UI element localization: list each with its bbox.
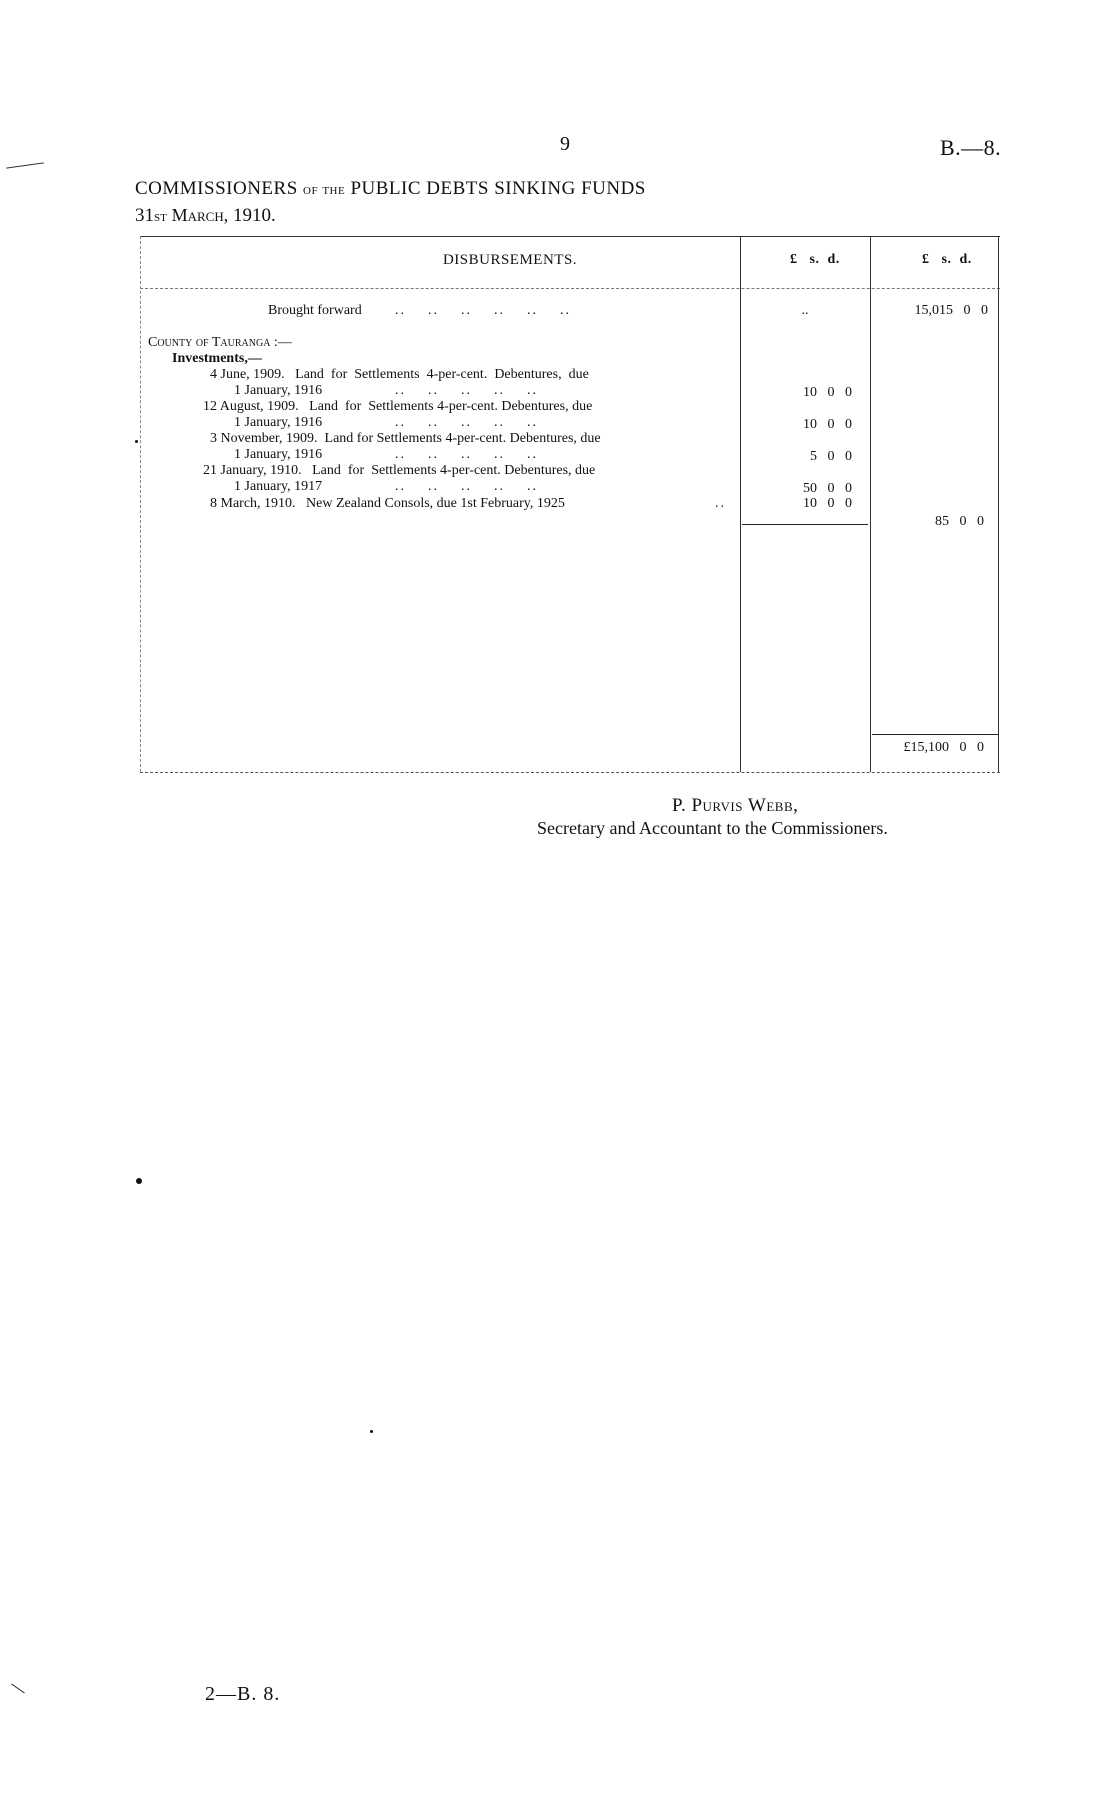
table-bottom-border bbox=[140, 772, 1000, 773]
entry-4-amount: 50 0 0 bbox=[803, 481, 852, 496]
title-part-commissioners: COMMISSIONERS bbox=[135, 178, 298, 199]
scan-artifact-dot-small bbox=[370, 1430, 373, 1433]
scan-artifact-mark bbox=[11, 1684, 25, 1694]
column-divider-2 bbox=[870, 236, 871, 772]
footer-code: 2—B. 8. bbox=[205, 1683, 281, 1705]
entry-4-leaders: .. .. .. .. .. bbox=[395, 479, 538, 494]
entry-3-line-1: 3 November, 1909. Land for Settlements 4-per-cent. Debentures, due bbox=[210, 431, 601, 446]
brought-forward-col1: .. bbox=[801, 303, 809, 318]
brought-forward-leaders: .. .. .. .. .. .. bbox=[395, 303, 571, 318]
title-part-funds: PUBLIC DEBTS SINKING FUNDS bbox=[350, 178, 646, 199]
entry-2-leaders: .. .. .. .. .. bbox=[395, 415, 538, 430]
entry-1-line-1: 4 June, 1909. Land for Settlements 4-per-cent. Debentures, due bbox=[210, 367, 589, 382]
grand-total-amount: £15,100 0 0 bbox=[903, 740, 984, 755]
date-year: 1910. bbox=[232, 205, 276, 226]
scan-artifact-mark bbox=[6, 162, 44, 168]
subtotal-amount: 85 0 0 bbox=[935, 514, 984, 529]
page-title bbox=[135, 178, 646, 200]
entry-3-amount: 5 0 0 bbox=[810, 449, 852, 464]
total-rule bbox=[872, 734, 998, 735]
table-top-border bbox=[140, 236, 1000, 237]
entry-3-leaders: .. .. .. .. .. bbox=[395, 447, 538, 462]
table-header-divider bbox=[140, 288, 1000, 289]
brought-forward-col2: 15,015 0 0 bbox=[914, 303, 988, 318]
scan-artifact-dot-small bbox=[135, 440, 138, 443]
date-ordinal: st bbox=[154, 209, 167, 225]
entry-5-amount: 10 0 0 bbox=[803, 496, 852, 511]
subtotal-rule bbox=[742, 524, 868, 525]
subsection-title: Investments,— bbox=[172, 351, 262, 366]
entry-4-line-1: 21 January, 1910. Land for Settlements 4-per-cent. Debentures, due bbox=[203, 463, 596, 478]
signatory-name: P. Purvis Webb, bbox=[672, 795, 799, 816]
entry-4-line-2: 1 January, 1917 bbox=[234, 479, 323, 494]
table-left-border bbox=[140, 236, 141, 772]
column-divider-1 bbox=[740, 236, 741, 772]
entry-2-line-2: 1 January, 1916 bbox=[234, 415, 323, 430]
date-day: 31 bbox=[135, 205, 154, 226]
date-month: March, bbox=[171, 205, 229, 225]
page-number: 9 bbox=[560, 133, 570, 155]
entry-3-line-2: 1 January, 1916 bbox=[234, 447, 323, 462]
entry-2-amount: 10 0 0 bbox=[803, 417, 852, 432]
disbursements-header: DISBURSEMENTS. bbox=[442, 252, 578, 268]
section-title: County of Tauranga :— bbox=[148, 335, 292, 350]
document-code: B.—8. bbox=[940, 135, 1002, 160]
entry-1-line-2: 1 January, 1916 bbox=[234, 383, 323, 398]
entry-5-line-1: 8 March, 1910. New Zealand Consols, due 1st February, 1925 bbox=[210, 496, 565, 511]
scan-artifact-dot bbox=[136, 1178, 142, 1184]
statement-date bbox=[135, 205, 276, 227]
entry-1-leaders: .. .. .. .. .. bbox=[395, 383, 538, 398]
currency-header-1: £ s. d. bbox=[790, 252, 840, 267]
brought-forward-label: Brought forward bbox=[268, 303, 362, 318]
signatory-title: Secretary and Accountant to the Commissioners. bbox=[537, 818, 888, 838]
entry-5-leaders: .. bbox=[715, 496, 726, 511]
title-part-of-the: of the bbox=[303, 182, 346, 198]
entry-2-line-1: 12 August, 1909. Land for Settlements 4-per-cent. Debentures, due bbox=[203, 399, 593, 414]
currency-header-2: £ s. d. bbox=[922, 252, 972, 267]
entry-1-amount: 10 0 0 bbox=[803, 385, 852, 400]
table-right-border bbox=[998, 236, 999, 772]
